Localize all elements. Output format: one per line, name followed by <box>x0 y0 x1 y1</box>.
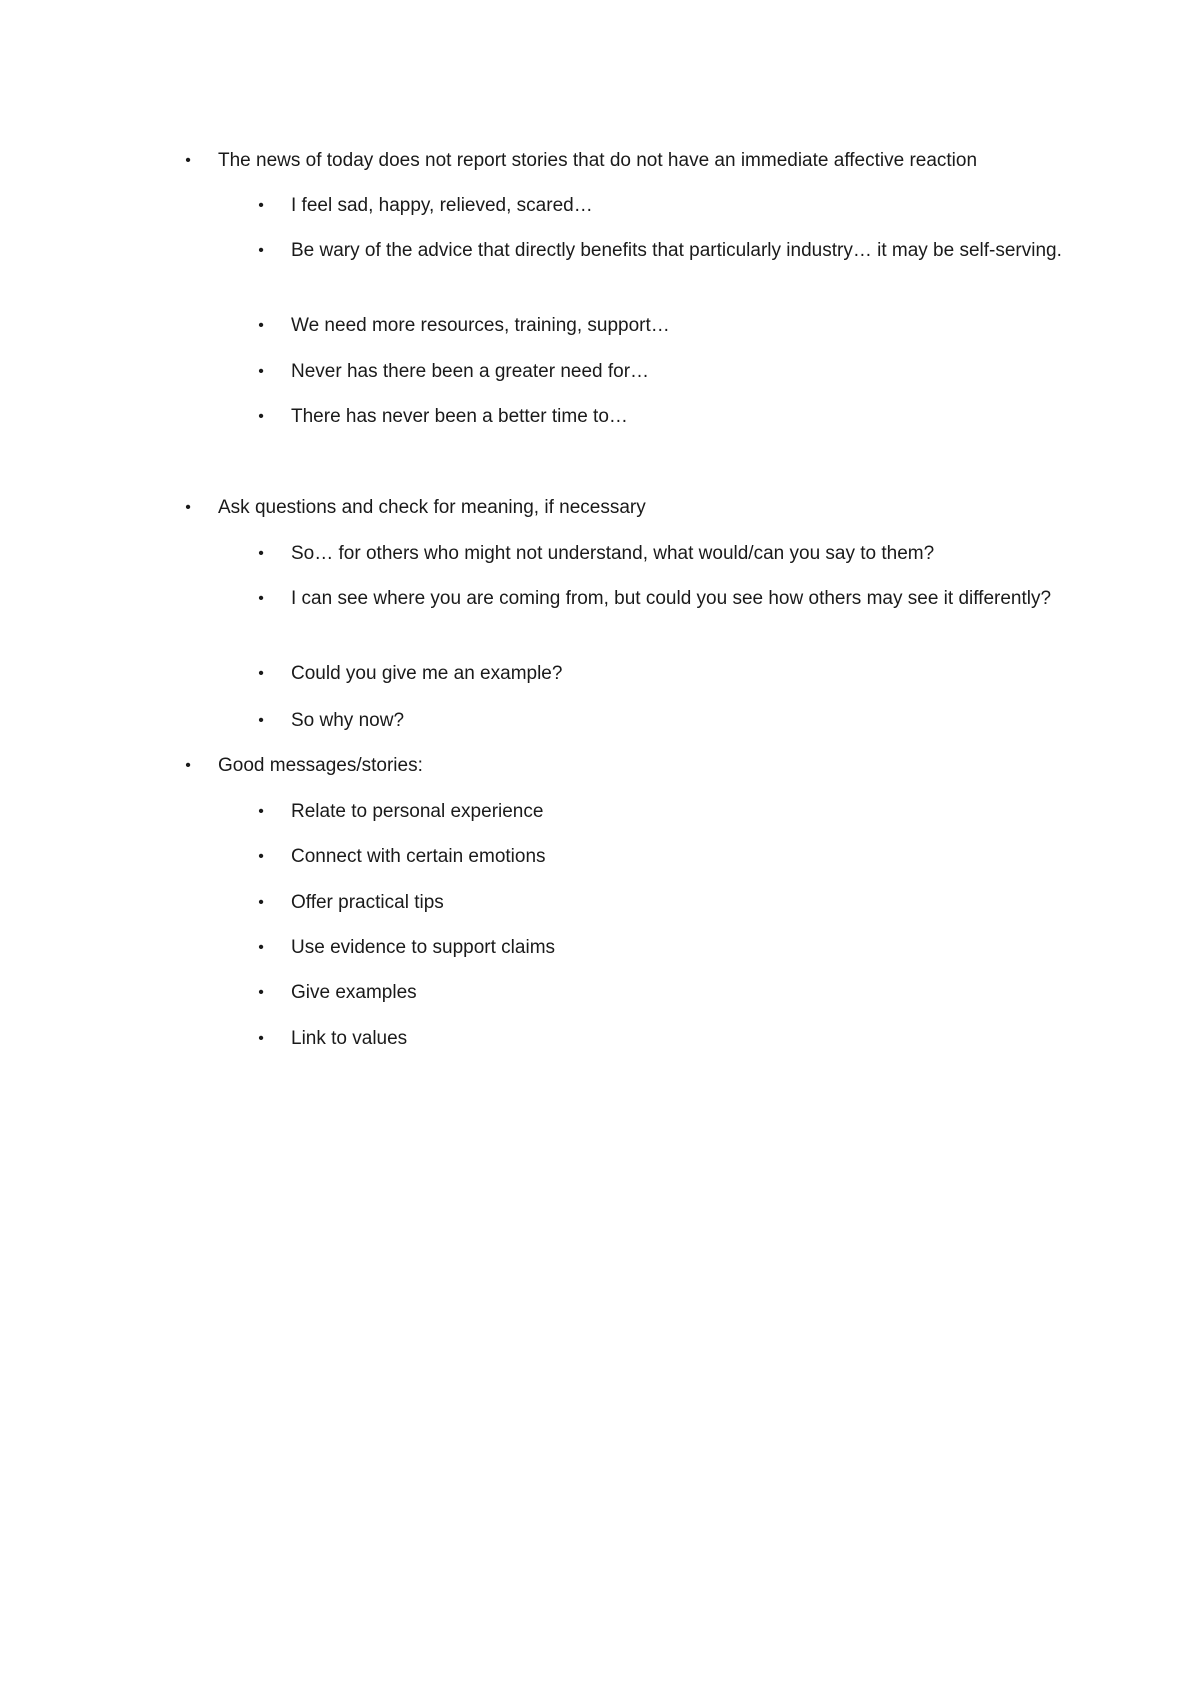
list-item <box>258 933 1071 962</box>
list-item <box>258 357 1071 386</box>
list-item-text: Offer practical tips <box>291 892 444 913</box>
bullet-icon: • <box>258 317 264 334</box>
list-item-text: Never has there been a greater need for… <box>291 361 650 382</box>
list-item-text: We need more resources, training, support… <box>291 315 670 336</box>
section-heading <box>185 146 1098 175</box>
bullet-icon: • <box>258 590 264 607</box>
list-item-text: I feel sad, happy, relieved, scared… <box>291 195 593 216</box>
bullet-icon: • <box>258 665 264 682</box>
list-item-text: So… for others who might not understand, what would/can you say to them? <box>291 543 935 564</box>
list-item-text: So why now? <box>291 710 405 731</box>
list-item <box>258 978 1071 1007</box>
list-item-text: Connect with certain emotions <box>291 846 546 867</box>
list-item <box>258 584 1071 613</box>
list-item <box>258 1024 1071 1053</box>
bullet-icon: • <box>258 197 264 214</box>
bullet-icon: • <box>258 363 264 380</box>
list-item <box>258 311 1071 340</box>
list-item <box>258 236 1071 265</box>
list-item-text: Use evidence to support claims <box>291 937 556 958</box>
list-item-text: Could you give me an example? <box>291 663 563 684</box>
bullet-icon: • <box>258 408 264 425</box>
bullet-icon: • <box>258 712 264 729</box>
list-item <box>258 539 1071 568</box>
list-item <box>258 797 1071 826</box>
bullet-icon: • <box>258 545 264 562</box>
bullet-icon: • <box>185 152 191 169</box>
bullet-icon: • <box>258 894 264 911</box>
heading-text: Ask questions and check for meaning, if necessary <box>218 497 646 518</box>
bullet-icon: • <box>258 848 264 865</box>
bullet-icon: • <box>185 757 191 774</box>
section-heading <box>185 493 1098 522</box>
list-item <box>258 888 1071 917</box>
list-item <box>258 402 1071 431</box>
heading-text: The news of today does not report stories that do not have an immediate affective reaction <box>218 150 978 171</box>
list-item <box>258 191 1071 220</box>
list-item-text: Give examples <box>291 982 417 1003</box>
bullet-icon: • <box>258 1030 264 1047</box>
list-item-text: Relate to personal experience <box>291 801 544 822</box>
list-item-text: Be wary of the advice that directly benefits that particularly industry… it may be self-serving. <box>291 240 1062 261</box>
bullet-icon: • <box>258 803 264 820</box>
list-item <box>258 842 1071 871</box>
list-item <box>258 659 1071 688</box>
bullet-icon: • <box>258 984 264 1001</box>
bullet-icon: • <box>185 499 191 516</box>
section-heading <box>185 751 1098 780</box>
list-item-text: I can see where you are coming from, but could you see how others may see it differently? <box>291 588 1052 609</box>
list-item <box>258 706 1071 735</box>
heading-text: Good messages/stories: <box>218 755 423 776</box>
list-item-text: There has never been a better time to… <box>291 406 628 427</box>
bullet-icon: • <box>258 939 264 956</box>
list-item-text: Link to values <box>291 1028 408 1049</box>
bullet-icon: • <box>258 242 264 259</box>
